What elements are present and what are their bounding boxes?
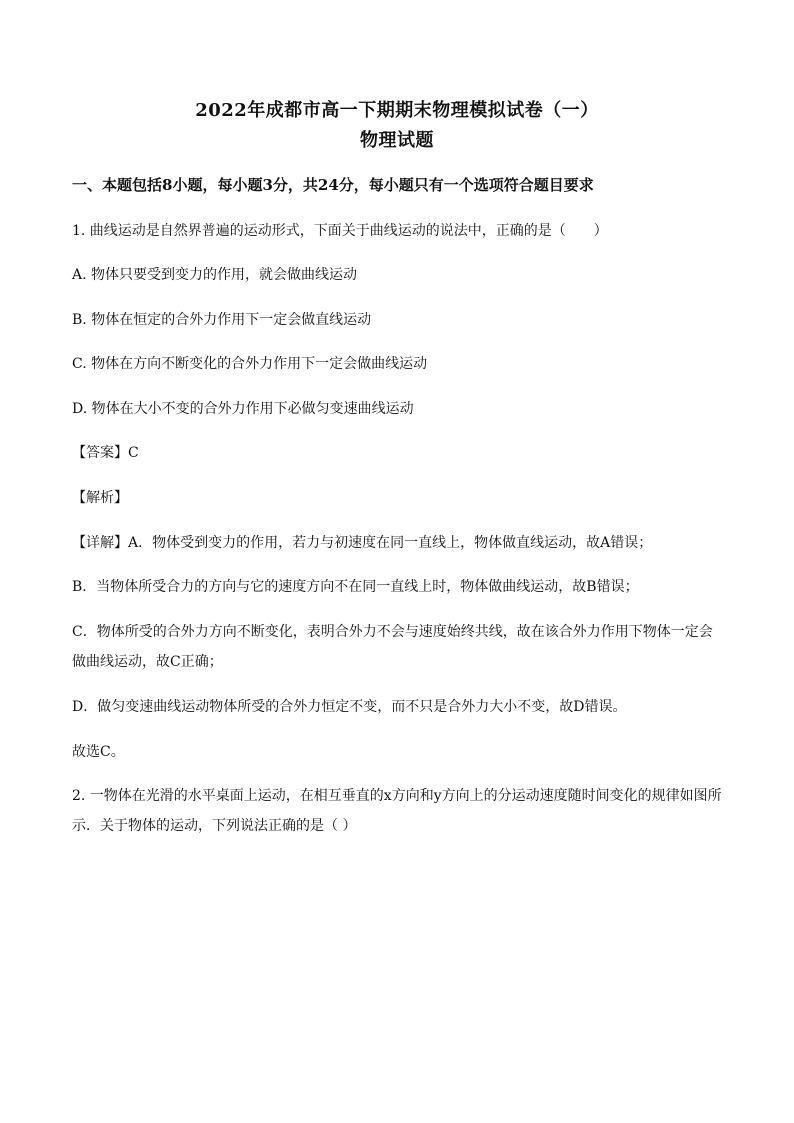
answer-label: 【答案】C — [72, 445, 139, 461]
question-1-stem: 1. 曲线运动是自然界普遍的运动形式，下面关于曲线运动的说法中，正确的是（ ） — [72, 223, 608, 239]
question-1-option-c: C. 物体在方向不断变化的合外力作用下一定会做曲线运动 — [72, 356, 428, 372]
section-heading: 一、本题包括8小题，每小题3分，共24分，每小题只有一个选项符合题目要求 — [72, 176, 594, 194]
question-1-option-d: D. 物体在大小不变的合外力作用下必做匀变速曲线运动 — [72, 401, 414, 417]
question-1-option-b: B. 物体在恒定的合外力作用下一定会做直线运动 — [72, 312, 372, 328]
analysis-label: 【解析】 — [72, 490, 128, 506]
question-1-option-a: A. 物体只要受到变力的作用，就会做曲线运动 — [72, 267, 358, 283]
detail-c: C．物体所受的合外力方向不断变化，表明合外力不会与速度始终共线，故在该合外力作用下物体一定会做曲线运动，故C正确； — [72, 624, 713, 670]
question-2-stem: 2. 一物体在光滑的水平桌面上运动，在相互垂直的x方向和y方向上的分运动速度随时间变化的规律如图所示．关于物体的运动，下列说法正确的是（ ） — [72, 788, 722, 834]
detail-a: 【详解】A．物体受到变力的作用，若力与初速度在同一直线上，物体做直线运动，故A错误； — [72, 535, 653, 551]
conclusion: 故选C。 — [72, 744, 125, 760]
detail-b: B．当物体所受合力的方向与它的速度方向不在同一直线上时，物体做曲线运动，故B错误； — [72, 579, 639, 595]
detail-d: D．做匀变速曲线运动物体所受的合外力恒定不变，而不只是合外力大小不变，故D错误。 — [72, 699, 627, 715]
doc-title: 2022年成都市高一下期期末物理模拟试卷（一） — [195, 100, 599, 121]
doc-subtitle: 物理试题 — [360, 130, 434, 151]
